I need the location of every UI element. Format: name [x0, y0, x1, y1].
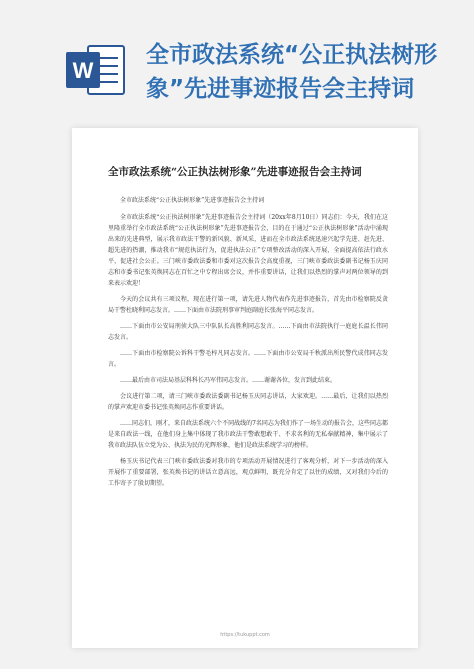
paragraph: ……下面由市检察院公诉科干警毛梓凡同志发言。……下面由市公安局千秋派出所民警代成伟同志发言。 — [108, 350, 388, 368]
paragraph: 杨玉庆书记代表三门峡市委政法委对我市的专项活动开展情况进行了客观分析，对下一步活动的深入开展作了重要部署，张英焕书记的讲话立意高远，观点鲜明，既充分肯定了以往的成绩，又对我们今后的工作寄予了殷切期望。 — [108, 458, 388, 487]
svg-text:W: W — [72, 58, 94, 83]
paragraph: ……下面由市公安局刑侦大队三中队队长高胜利同志发言。……下面由市法院执行一庭庭长温长伟同志发言。 — [108, 323, 388, 341]
paragraph: 今天的会议共有三项议程，现在进行第一项，请先进人物代表作先进事迹报告，首先由市检察院反贪局干警杜晓利同志发言。……下面由市法院刑事审判庭副庭长张海平同志发言。 — [108, 296, 388, 314]
paragraph: ……同志们，刚才，来自政法系统六个不同战线的7名同志为我们作了一场生动的报告会，这些同志都是来自政法一线，在他们身上集中体现了我市政法干警敢想敢干、不求名利的无私奉献精神，集中展示了我市政法队伍立党为公、执法为民的光辉形象，他们是政法系统学习的榜样。 — [108, 420, 388, 449]
paragraph: ……最后由市司法局基层科科长冯军伟同志发言。……谢谢各位，发言到此结束。 — [120, 377, 337, 384]
paragraph: 全市政法系统“公正执法树形象”先进事迹报告会主持词（20xx年8月10日）同志们：今天，我们在这里隆重举行全市政法系统“公正执法树形象”先进事迹报告会，目的在于通过“公正执法树形象”活动中涌现出来的先进典型，展示我市政法干警的新风貌、新风采，进而在全市政法系统迅速兴起学先进、赶先进、超先进的热潮，推动我市“规范执法行为，促进执法公正”专项整改活动的深入开展，全面提高依法行政水平，促进社会公正。三门峡市委政法委和市委对这次报告会高度重视，三门峡市委政法委副书记杨玉庆同志和市委书记张英焕同志在百忙之中专程出席会议，并作重要讲话，让我们以热烈的掌声对两位领导的到来表示欢迎！ — [108, 214, 388, 287]
header-title: 全市政法系统“公正执法树形象”先进事迹报告会主持词 — [146, 42, 438, 102]
document-page — [72, 128, 418, 648]
document-body — [108, 164, 388, 494]
paragraph: 会议进行第二项，请三门峡市委政法委副书记杨玉庆同志讲话，大家欢迎。……最后，让我们以热烈的掌声欢迎市委书记张英焕同志作重要讲话。 — [108, 393, 388, 411]
header — [0, 0, 474, 120]
footer-url: https://tukuppt.com — [220, 632, 270, 638]
word-document-icon — [64, 42, 128, 98]
document-title: 全市政法系统“公正执法树形象”先进事迹报告会主持词 — [108, 166, 362, 178]
document-subtitle: 全市政法系统“公正执法树形象”先进事迹报告会主持词 — [120, 197, 265, 204]
